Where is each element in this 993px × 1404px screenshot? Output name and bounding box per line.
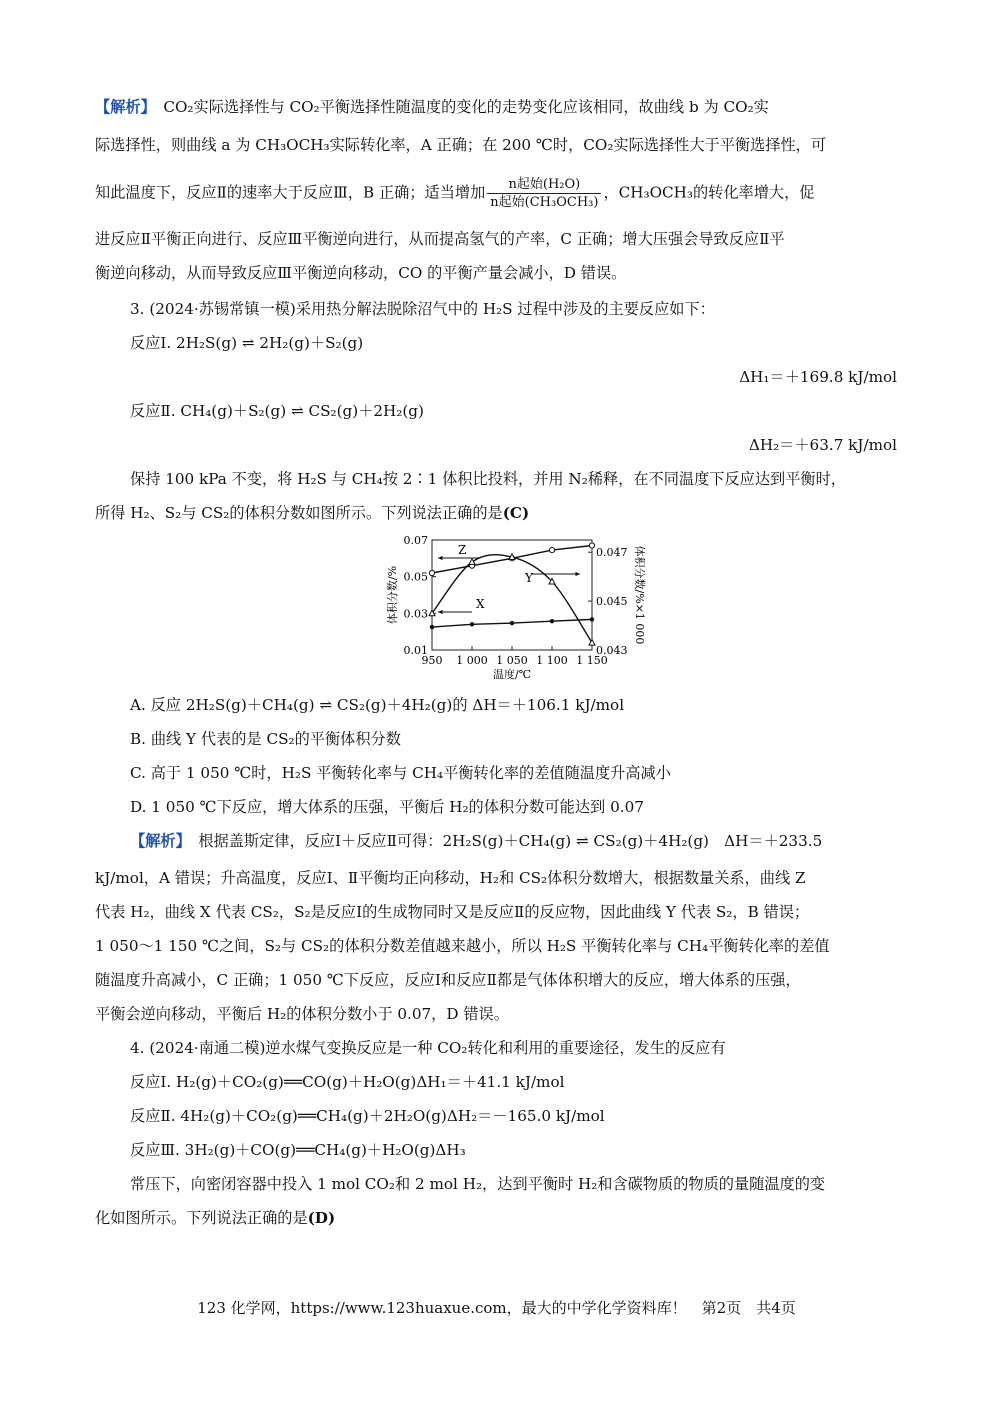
y-right-tick-label: 0.045 xyxy=(596,595,628,609)
answer: (D) xyxy=(307,1209,336,1227)
reaction-1: 反应Ⅰ. H₂(g)＋CO₂(g)══CO(g)＋H₂O(g)ΔH₁＝＋41.1 kJ/mol xyxy=(130,1073,565,1091)
arrow-X-head xyxy=(438,610,443,614)
text-line: 平衡会逆向移动，平衡后 H₂的体积分数小于 0.07，D 错误。 xyxy=(95,1005,509,1023)
option-a: A. 反应 2H₂S(g)＋CH₄(g) ⇌ CS₂(g)＋4H₂(g)的 ΔH＝＋106.1 kJ/mol xyxy=(130,696,625,714)
y-left-tick-label: 0.03 xyxy=(403,607,428,621)
delta-h-2: ΔH₂＝＋63.7 kJ/mol xyxy=(748,436,897,454)
text-line: 衡逆向移动，从而导致反应Ⅲ平衡逆向移动，CO 的平衡产量会减小，D 错误。 xyxy=(95,264,627,282)
reaction-2: 反应Ⅱ. 4H₂(g)＋CO₂(g)══CH₄(g)＋2H₂O(g)ΔH₂＝－165.0 kJ/mol xyxy=(130,1107,605,1125)
x-tick-label: 1 000 xyxy=(456,654,488,667)
text-line: 际选择性，则曲线 a 为 CH₃OCH₃实际转化率，A 正确；在 200 ℃时，CO₂实际选择性大于平衡选择性，可 xyxy=(95,136,827,154)
y-right-tick-label: 0.047 xyxy=(596,546,628,560)
point-X xyxy=(550,619,554,623)
reaction-2: 反应Ⅱ. CH₄(g)＋S₂(g) ⇌ CS₂(g)＋2H₂(g) xyxy=(130,402,424,420)
question-condition: 常压下，向密闭容器中投入 1 mol CO₂和 2 mol H₂，达到平衡时 H₂和含碳物质的物质的量随温度的变 xyxy=(130,1175,826,1193)
y-left-axis-label: 体积分数/% xyxy=(386,565,399,625)
arrow-Y-head xyxy=(575,572,580,576)
reaction-1: 反应Ⅰ. 2H₂S(g) ⇌ 2H₂(g)＋S₂(g) xyxy=(130,334,364,352)
text: ，CH₃OCH₃的转化率增大，促 xyxy=(603,183,815,202)
x-tick-label: 1 150 xyxy=(576,654,608,667)
option-d: D. 1 050 ℃下反应，增大体系的压强，平衡后 H₂的体积分数可能达到 0.07 xyxy=(130,798,644,816)
series-label-X: X xyxy=(476,597,485,611)
chart-labels xyxy=(385,534,647,681)
page-footer: 123 化学网，https://www.123huaxue.com，最大的中学化学资料库！ 第2页 共4页 xyxy=(197,1299,796,1317)
point-Y xyxy=(469,559,475,565)
text: 知此温度下，反应Ⅱ的速率大于反应Ⅲ，B 正确；适当增加 xyxy=(95,183,486,202)
text: 所得 H₂、S₂与 CS₂的体积分数如图所示。下列说法正确的是 xyxy=(95,504,503,522)
point-X xyxy=(590,617,594,621)
analysis-tag: 【解析】 xyxy=(130,832,184,850)
analysis-line xyxy=(130,830,940,852)
x-tick-label: 1 100 xyxy=(536,654,568,667)
point-X xyxy=(470,622,474,626)
question-prompt xyxy=(95,1207,905,1229)
text-line: 随温度升高减小，C 正确；1 050 ℃下反应，反应Ⅰ和反应Ⅱ都是气体体积增大的反应，增大体系的压强， xyxy=(95,971,801,989)
y-left-tick-label: 0.01 xyxy=(403,644,428,657)
arrow-Z-head xyxy=(438,556,443,560)
delta-h-1: ΔH₁＝＋169.8 kJ/mol xyxy=(739,368,897,386)
point-X xyxy=(430,625,434,629)
fraction xyxy=(487,176,601,211)
series-label-Z: Z xyxy=(458,543,467,557)
text-line: 进反应Ⅱ平衡正向进行、反应Ⅲ平衡逆向进行，从而提高氢气的产率，C 正确；增大压强会导致反应Ⅱ平 xyxy=(95,230,785,248)
point-X xyxy=(510,621,514,625)
fraction-numerator: n起始(H₂O) xyxy=(487,176,601,194)
point-Z xyxy=(549,547,554,552)
text: CO₂实际选择性与 CO₂平衡选择性随温度的变化的走势变化应该相同，故曲线 b 为 CO₂实 xyxy=(163,98,769,116)
text-line: kJ/mol，A 错误；升高温度，反应Ⅰ、Ⅱ平衡均正向移动，H₂和 CS₂体积分数增大，根据数量关系，曲线 Z xyxy=(95,869,806,887)
question-stem: 4. (2024·南通二模)逆水煤气变换反应是一种 CO₂转化和利用的重要途径，发生的反应有 xyxy=(130,1039,726,1057)
text: 根据盖斯定律，反应Ⅰ＋反应Ⅱ可得：2H₂S(g)＋CH₄(g) ⇌ CS₂(g)＋4H₂(g) ΔH＝＋233.5 xyxy=(198,832,823,850)
chart-marks xyxy=(429,543,595,645)
y-left-tick-label: 0.07 xyxy=(403,534,428,547)
fraction-denominator: n起始(CH₃OCH₃) xyxy=(490,195,599,210)
option-b: B. 曲线 Y 代表的是 CS₂的平衡体积分数 xyxy=(130,730,401,748)
analysis-line xyxy=(95,96,905,118)
point-Z xyxy=(589,543,594,548)
y-right-axis-label: 体积分数/%×1 000 xyxy=(633,545,646,645)
volume-fraction-chart xyxy=(380,532,660,682)
text: 化如图所示。下列说法正确的是 xyxy=(95,1209,308,1227)
reaction-3: 反应Ⅲ. 3H₂(g)＋CO(g)══CH₄(g)＋H₂O(g)ΔH₃ xyxy=(130,1141,466,1159)
x-tick-label: 950 xyxy=(421,654,443,667)
y-left-tick-label: 0.05 xyxy=(403,570,428,584)
text-line xyxy=(95,176,905,211)
question-prompt xyxy=(95,502,905,524)
question-stem: 3. (2024·苏锡常镇一模)采用热分解法脱除沼气中的 H₂S 过程中涉及的主要反应如下： xyxy=(130,300,715,318)
analysis-tag: 【解析】 xyxy=(95,98,149,116)
series-label-Y: Y xyxy=(525,571,533,585)
option-c: C. 高于 1 050 ℃时，H₂S 平衡转化率与 CH₄平衡转化率的差值随温度升高减小 xyxy=(130,764,671,782)
x-tick-label: 1 050 xyxy=(496,654,528,667)
point-Z xyxy=(429,570,434,575)
text-line: 1 050～1 150 ℃之间，S₂与 CS₂的体积分数差值越来越小，所以 H₂S 平衡转化率与 CH₄平衡转化率的差值 xyxy=(95,937,830,955)
text-line: 代表 H₂，曲线 X 代表 CS₂，S₂是反应Ⅰ的生成物同时又是反应Ⅱ的反应物，因此曲线 Y 代表 S₂，B 错误； xyxy=(95,903,810,921)
question-condition: 保持 100 kPa 不变，将 H₂S 与 CH₄按 2∶1 体积比投料，并用 N₂稀释，在不同温度下反应达到平衡时， xyxy=(130,470,846,488)
answer: (C) xyxy=(502,504,530,522)
y-right-tick-label: 0.043 xyxy=(596,644,628,657)
x-axis-label: 温度/℃ xyxy=(492,668,532,681)
